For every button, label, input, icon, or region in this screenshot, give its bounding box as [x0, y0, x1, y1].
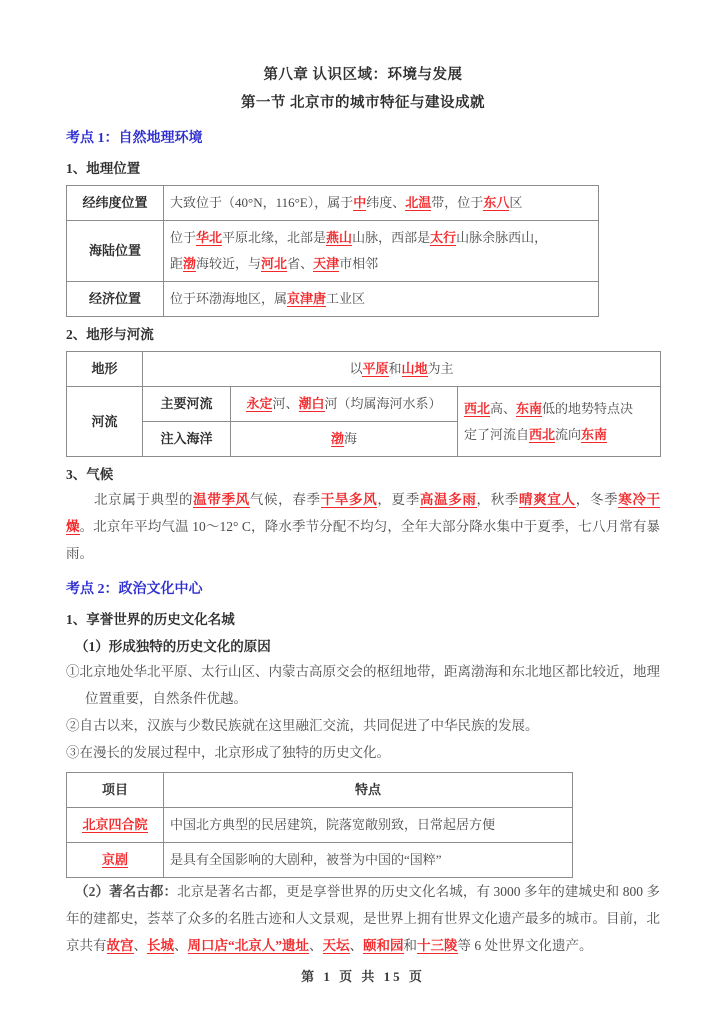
table-terrain-rivers	[66, 351, 661, 457]
paragraph-climate: 北京属于典型的温带季风气候，春季干旱多风，夏季高温多雨，秋季晴爽宜人，冬季寒冷干燥。北京年平均气温 10～12° C，降水季节分配不均匀，全年大部分降水集中于夏季，七八月常有暴雨。	[66, 492, 661, 561]
emphasis-text: 渤	[183, 256, 197, 271]
column-header: 特点	[164, 773, 573, 808]
cell-line: 位于华北平原北缘，北部是燕山山脉，西部是太行山脉余脉西山，	[170, 230, 548, 245]
emphasis-text: 太行	[430, 230, 457, 245]
table-header-row	[67, 773, 573, 808]
emphasis-text: 潮白	[298, 396, 325, 411]
emphasis-text: 北京四合院	[82, 817, 148, 832]
table-row	[67, 808, 573, 843]
table-geographic-location	[66, 185, 599, 317]
section-title: 第一节 北京市的城市特征与建设成就	[240, 95, 486, 111]
paragraph-ancient-capital	[66, 878, 660, 959]
emphasis-text: 京剧	[101, 852, 128, 867]
heading-geographic-location: 1、地理位置	[66, 161, 141, 176]
emphasis-text: 东南	[581, 426, 608, 442]
emphasis-text: 平原	[362, 361, 389, 376]
page-footer: 第 1 页 共 15 页	[301, 969, 425, 984]
terrain-value-cell: 以平原和山地为主	[143, 352, 661, 387]
cell-line: 大致位于（40°N，116°E），属于中纬度、北温带，位于东八区	[170, 195, 523, 210]
heading-climate: 3、气候	[66, 467, 114, 482]
cell-line: 距渤海较近，与河北省、天津市相邻	[170, 256, 379, 271]
emphasis-text: 华北	[196, 230, 223, 245]
outflow-value-cell: 渤海	[231, 422, 458, 457]
emphasis-text: 故宫	[106, 938, 134, 953]
table-culture-items	[66, 772, 573, 878]
location-value-cell	[164, 221, 599, 282]
page-content	[66, 62, 660, 959]
chapter-title: 第八章 认识区域：环境与发展	[263, 67, 463, 83]
list-item: ②自古以来，汉族与少数民族就在这里融汇交流，共同促进了中华民族的发展。	[66, 718, 539, 733]
location-value-cell	[164, 186, 599, 221]
note-line: 定了河流自西北流向东南	[464, 426, 608, 442]
culture-item-cell	[67, 808, 164, 843]
emphasis-text: 高温多雨	[419, 492, 477, 507]
ancient-capital-text: 北京是著名古都，更是享誉世界的历史文化名城，有 3000 多年的建城史和 800 多年的建都史，荟萃了众多的名胜古迹和人文景观，是世界上拥有世界文化遗产最多的城市。目前，北京共有故宫、长城、周口店“北京人”遗址、天坛、颐和园和十三陵等 6 处世界文化遗产。	[66, 884, 661, 953]
main-river-label-cell: 主要河流	[143, 387, 231, 422]
emphasis-text: 温带季风	[193, 492, 250, 507]
heading-culture-reasons: （1）形成独特的历史文化的原因	[75, 639, 271, 654]
table-row-terrain	[67, 352, 661, 387]
location-value-cell	[164, 282, 599, 317]
list-item: ①北京地处华北平原、太行山区、内蒙古高原交会的枢纽地带，距离渤海和东北地区都比较近，地理位置重要，自然条件优越。	[66, 664, 660, 706]
ancient-capital-label: （2）著名古都：	[75, 884, 178, 899]
emphasis-text: 渤	[330, 431, 344, 446]
table-row	[67, 186, 599, 221]
list-culture-reasons	[66, 658, 660, 766]
heading-kaodian-1: 考点 1：自然地理环境	[66, 131, 203, 146]
culture-table-body	[67, 773, 573, 878]
emphasis-text: 晴爽宜人	[519, 492, 576, 507]
cell-line: 位于环渤海地区，属京津唐工业区	[170, 291, 366, 306]
emphasis-text: 东八	[483, 195, 510, 210]
main-river-value-cell: 永定河、潮白河（均属海河水系）	[231, 387, 458, 422]
emphasis-text: 长城	[147, 938, 174, 953]
emphasis-text: 西北	[464, 400, 491, 416]
emphasis-text: 干旱多风	[320, 492, 378, 507]
emphasis-text: 西北	[529, 426, 556, 442]
column-header: 项目	[67, 773, 164, 808]
emphasis-text: 中	[353, 195, 367, 210]
terrain-label-cell: 地形	[67, 352, 143, 387]
table-row	[67, 221, 599, 282]
emphasis-text: 周口店“北京人”遗址	[187, 938, 309, 953]
note-line: 西北高、东南低的地势特点决	[464, 400, 634, 416]
heading-historic-city: 1、享誉世界的历史文化名城	[66, 612, 235, 627]
emphasis-text: 天坛	[322, 938, 350, 953]
emphasis-text: 东南	[516, 400, 543, 416]
location-label-cell: 经纬度位置	[67, 186, 164, 221]
table-row	[67, 843, 573, 878]
culture-desc-cell: 是具有全国影响的大剧种，被誉为中国的“国粹”	[164, 843, 573, 878]
location-label-cell: 海陆位置	[67, 221, 164, 282]
location-label-cell: 经济位置	[67, 282, 164, 317]
emphasis-text: 十三陵	[417, 938, 458, 953]
river-label-cell: 河流	[67, 387, 143, 457]
emphasis-text: 永定	[246, 396, 273, 411]
emphasis-text: 京津唐	[287, 291, 327, 306]
list-item: ③在漫长的发展过程中，北京形成了独特的历史文化。	[66, 745, 390, 760]
table-row	[67, 282, 599, 317]
heading-terrain-rivers: 2、地形与河流	[66, 327, 154, 342]
table-row-main-river	[67, 387, 661, 422]
culture-desc-cell: 中国北方典型的民居建筑，院落宽敞别致，日常起居方便	[164, 808, 573, 843]
emphasis-text: 颐和园	[363, 938, 404, 953]
emphasis-text: 山地	[401, 361, 428, 376]
emphasis-text: 燕山	[326, 230, 353, 245]
location-table-body	[67, 186, 599, 317]
outflow-label-cell: 注入海洋	[143, 422, 231, 457]
heading-kaodian-2: 考点 2：政治文化中心	[66, 582, 203, 597]
emphasis-text: 北温	[405, 195, 432, 210]
culture-item-cell	[67, 843, 164, 878]
emphasis-text: 河北	[261, 256, 288, 271]
emphasis-text: 天津	[313, 256, 340, 271]
river-note-cell	[458, 387, 661, 457]
emphasis-text: 寒冷干燥	[66, 492, 661, 534]
